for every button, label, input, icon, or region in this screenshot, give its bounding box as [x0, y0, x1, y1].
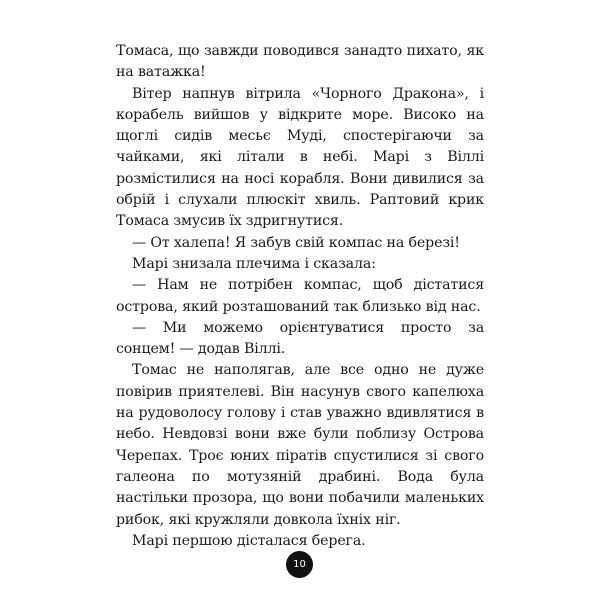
paragraph-4: Марі знизала плечима і сказала:: [132, 255, 376, 272]
paragraph-3: — От халепа! Я забув свій компас на березі!: [132, 234, 460, 251]
page-number-badge: 10: [286, 551, 313, 578]
body-text: [116, 41, 484, 552]
paragraph-2: Вітер напнув вітрила «Чорного Дракона», і корабель вийшов у відкрите море. Високо на щоглі сидів месьє Муді, спостерігаючи за чайками, які літали в небі. Марі з Віллі розмістилися на носі корабля. Вони дивилися за обрій і слухали плюскіт хвиль. Раптовий крик Томаса змусив їх здригнутися.: [116, 85, 484, 230]
paragraph-6: — Ми можемо орієнтуватися просто за сонцем! — додав Віллі.: [116, 319, 484, 358]
paragraph-8: Марі першою дісталася берега.: [132, 532, 366, 549]
paragraph-5: — Нам не потрібен компас, щоб дістатися острова, який розташований так близько від нас.: [116, 277, 484, 315]
paragraph-1: Томаса, що завжди поводився занадто пихато, як на ватажка!: [116, 43, 484, 81]
paragraph-7: Томас не наполягав, але все одно не дуже повірив приятелеві. Він насунув свого капелюха на рудоволосу голову і став уважно вдивлятися в небо. Невдовзі вони вже були поблизу Острова Черепах. Троє юних піратів спустилися зі свого галеона по мотузяній драбині. Вода була настільки прозора, що вони побачили маленьких рибок, які кружляли довкола їхніх ніг.: [116, 362, 484, 528]
